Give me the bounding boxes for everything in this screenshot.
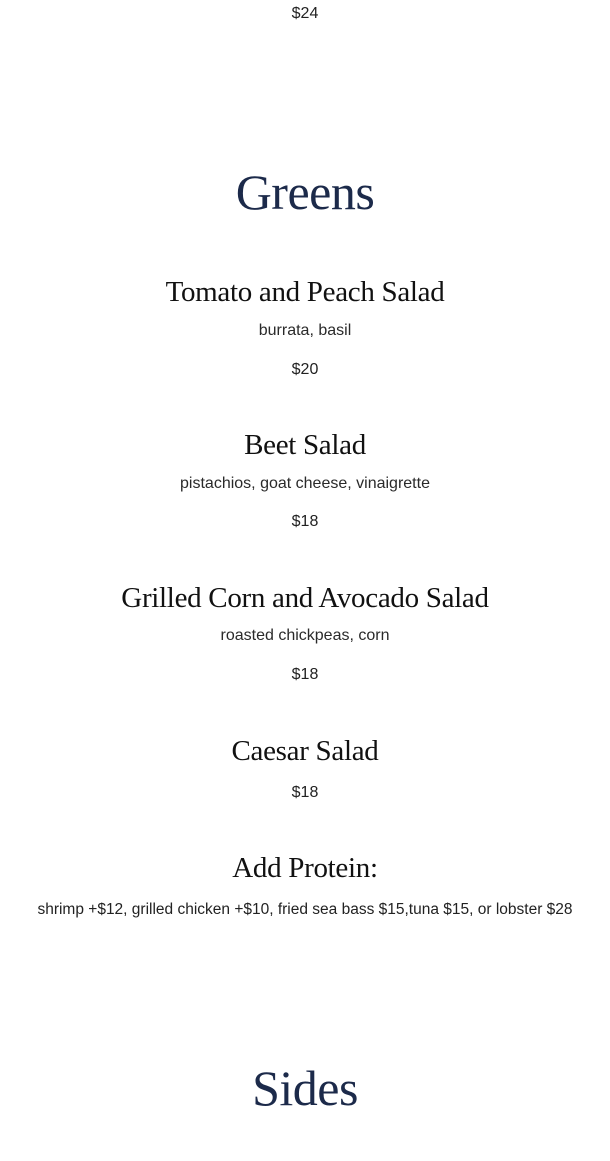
menu-item-name: Grilled Corn and Avocado Salad xyxy=(121,582,489,614)
add-protein-options: shrimp +$12, grilled chicken +$10, fried sea bass $15,tuna $15, or lobster $28 xyxy=(37,901,573,918)
menu-item-price: $18 xyxy=(291,784,319,801)
section-title-sides: Sides xyxy=(252,1060,358,1116)
menu-item-description: pistachios, goat cheese, vinaigrette xyxy=(180,475,430,492)
menu-item-price: $18 xyxy=(291,513,319,530)
menu-item-price: $20 xyxy=(291,361,319,378)
menu-item-description: roasted chickpeas, corn xyxy=(220,627,390,644)
menu-item-name: Tomato and Peach Salad xyxy=(165,276,445,308)
menu-item-name: Beet Salad xyxy=(244,429,366,461)
previous-item-price: $24 xyxy=(291,5,319,22)
section-title-greens: Greens xyxy=(235,164,375,220)
menu-item-name: Caesar Salad xyxy=(231,735,379,767)
menu-item-description: burrata, basil xyxy=(258,322,352,339)
menu-item-price: $18 xyxy=(291,666,319,683)
add-protein-title: Add Protein: xyxy=(232,852,378,884)
